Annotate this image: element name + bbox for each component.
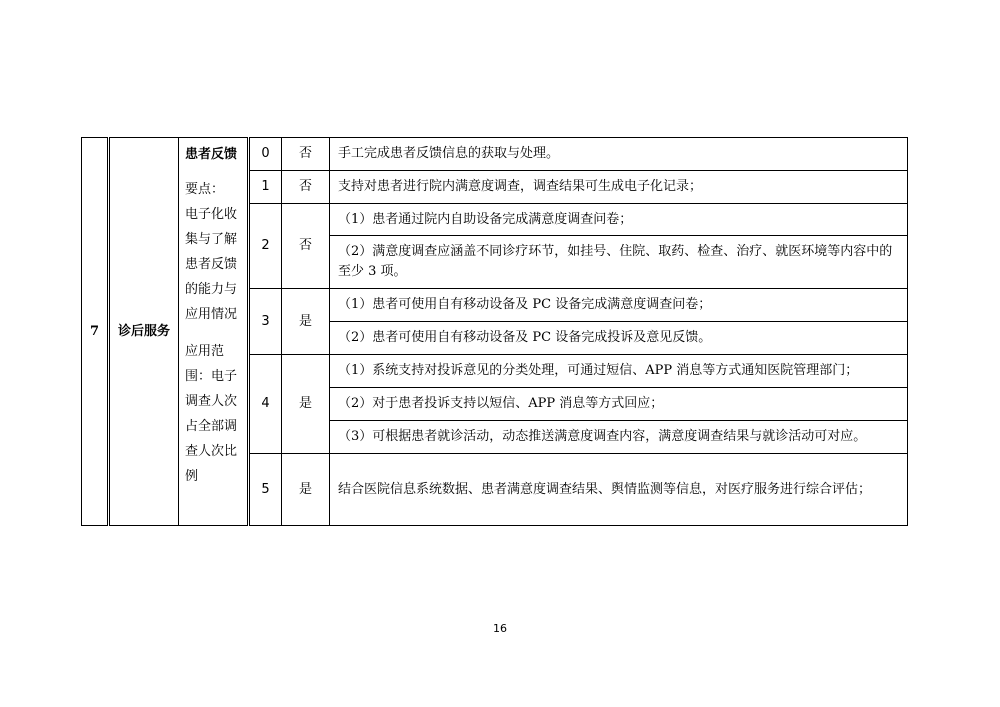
scope-label: 应用范围： xyxy=(185,344,225,384)
description-cell: 结合医院信息系统数据、患者满意度调查结果、舆情监测等信息，对医疗服务进行综合评估； xyxy=(330,454,908,526)
description-cell: （3）可根据患者就诊活动，动态推送满意度调查内容，满意度调查结果与就诊活动可对应。 xyxy=(330,421,908,454)
item-number: 7 xyxy=(82,138,109,526)
basic-cell: 是 xyxy=(282,355,330,454)
context-title: 患者反馈 xyxy=(185,147,238,162)
basic-cell: 否 xyxy=(282,204,330,289)
level-cell: 2 xyxy=(249,204,282,289)
basic-cell: 是 xyxy=(282,289,330,355)
context-cell xyxy=(179,138,249,526)
level-cell: 4 xyxy=(249,355,282,454)
basic-cell: 否 xyxy=(282,138,330,171)
description-cell: （2）患者可使用自有移动设备及 PC 设备完成投诉及意见反馈。 xyxy=(330,322,908,355)
basic-cell: 否 xyxy=(282,171,330,204)
scope xyxy=(185,339,241,489)
description-cell: 支持对患者进行院内满意度调查，调查结果可生成电子化记录； xyxy=(330,171,908,204)
basic-cell: 是 xyxy=(282,454,330,526)
description-cell: （2）对于患者投诉支持以短信、APP 消息等方式回应； xyxy=(330,388,908,421)
description-cell: （1）系统支持对投诉意见的分类处理，可通过短信、APP 消息等方式通知医院管理部门； xyxy=(330,355,908,388)
page-number: 16 xyxy=(493,622,507,635)
description-cell: （1）患者可使用自有移动设备及 PC 设备完成满意度调查问卷； xyxy=(330,289,908,322)
key-point xyxy=(185,177,241,327)
key-point-text: 电子化收集与了解患者反馈的能力与应用情况 xyxy=(185,207,238,322)
description-cell: 手工完成患者反馈信息的获取与处理。 xyxy=(330,138,908,171)
level-cell: 0 xyxy=(249,138,282,171)
level-cell: 3 xyxy=(249,289,282,355)
key-point-label: 要点： xyxy=(185,182,225,197)
scope-text: 电子调查人次占全部调查人次比例 xyxy=(185,369,238,484)
category-cell: 诊后服务 xyxy=(109,138,179,526)
level-cell: 5 xyxy=(249,454,282,526)
level-cell: 1 xyxy=(249,171,282,204)
evaluation-table xyxy=(81,137,908,526)
table-row xyxy=(82,138,908,171)
description-cell: （2）满意度调查应涵盖不同诊疗环节，如挂号、住院、取药、检查、治疗、就医环境等内容中的至少 3 项。 xyxy=(330,236,908,289)
description-cell: （1）患者通过院内自助设备完成满意度调查问卷； xyxy=(330,204,908,236)
